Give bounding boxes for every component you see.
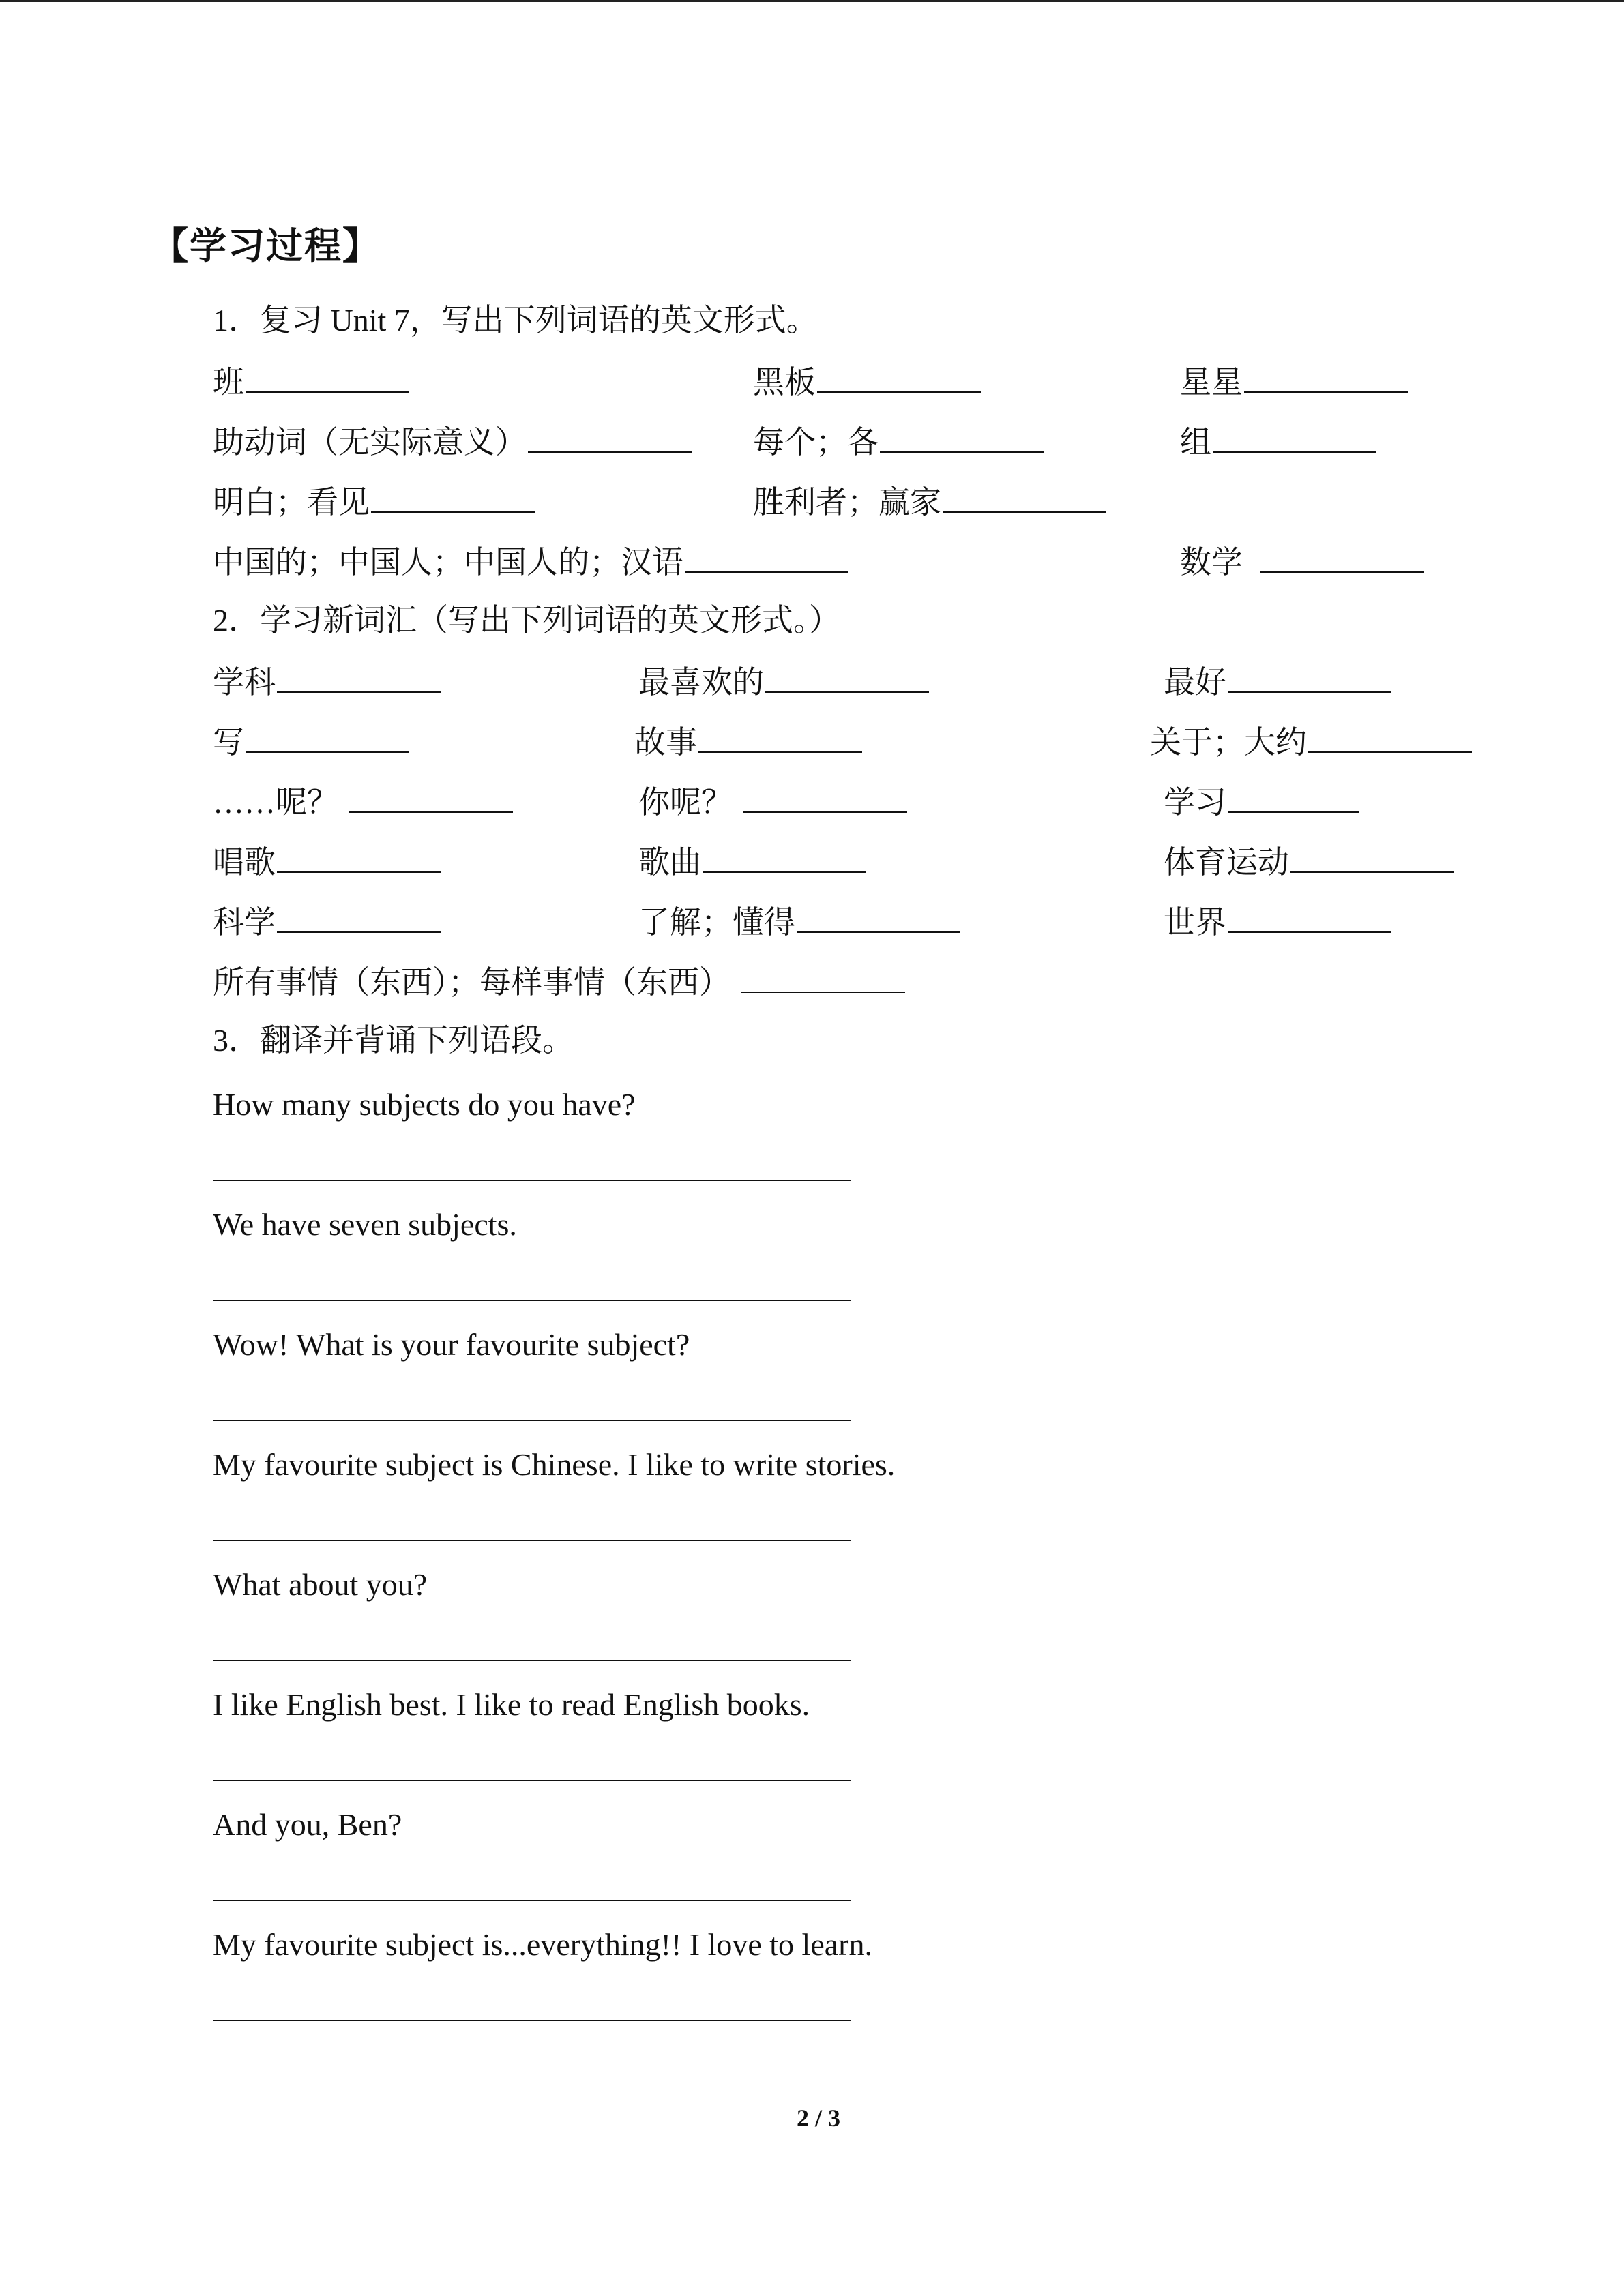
vocab-label: 数学 — [1180, 545, 1243, 580]
sentence-prompt: I like English best. I like to read English books. — [213, 1687, 810, 1722]
answer-blank[interactable] — [528, 420, 692, 453]
vocab-label: 每个；各 — [753, 425, 879, 460]
section-heading: 【学习过程】 — [151, 226, 381, 267]
answer-blank[interactable] — [685, 540, 848, 573]
vocab-item — [1180, 360, 1408, 403]
section3-title: 3．翻译并背诵下列语段。 — [213, 1023, 574, 1058]
vocab-label: 了解；懂得 — [638, 905, 795, 940]
vocab-item — [213, 540, 848, 583]
answer-blank[interactable] — [943, 480, 1106, 513]
vocab-label: 组 — [1180, 425, 1211, 460]
answer-blank[interactable] — [1228, 660, 1391, 693]
page-top-border — [0, 0, 1624, 2]
vocab-label: 你呢？ — [638, 785, 733, 820]
vocab-item — [638, 900, 960, 943]
vocab-item — [213, 360, 409, 403]
vocab-item — [213, 840, 441, 883]
vocab-label: 黑板 — [753, 365, 816, 400]
vocab-label: 科学 — [213, 905, 276, 940]
vocab-item — [1150, 720, 1472, 763]
answer-blank[interactable] — [1290, 840, 1454, 873]
answer-blank[interactable] — [880, 420, 1044, 453]
vocab-item — [753, 420, 1044, 463]
vocab-label: 中国的；中国人；中国人的；汉语 — [213, 545, 683, 580]
vocab-item — [1164, 840, 1454, 883]
answer-blank[interactable] — [277, 840, 441, 873]
vocab-item — [638, 780, 907, 823]
vocab-item — [1180, 540, 1424, 583]
vocab-label: 胜利者；赢家 — [753, 485, 941, 520]
vocab-label: 学科 — [213, 665, 276, 700]
vocab-item — [638, 660, 929, 703]
vocab-label: 所有事情（东西）；每样事情（东西） — [213, 965, 730, 1000]
translation-answer-line[interactable] — [213, 1900, 851, 1901]
answer-blank[interactable] — [371, 480, 535, 513]
vocab-label: 体育运动 — [1164, 845, 1289, 880]
vocab-label: 关于；大约 — [1150, 725, 1307, 760]
answer-blank[interactable] — [765, 660, 929, 693]
vocab-label: 明白；看见 — [213, 485, 370, 520]
vocab-item — [213, 780, 513, 823]
answer-blank[interactable] — [246, 360, 409, 393]
answer-blank[interactable] — [1228, 780, 1359, 813]
vocab-label: 写 — [213, 725, 244, 760]
vocab-label: 最喜欢的 — [638, 665, 764, 700]
vocab-label: 最好 — [1164, 665, 1226, 700]
vocab-item — [1164, 660, 1391, 703]
vocab-label: 世界 — [1164, 905, 1226, 940]
vocab-label: 助动词（无实际意义） — [213, 425, 527, 460]
answer-blank[interactable] — [1213, 420, 1376, 453]
sentence-prompt: How many subjects do you have? — [213, 1087, 636, 1122]
section1-title: 1．复习 Unit 7，写出下列词语的英文形式。 — [213, 303, 818, 338]
answer-blank[interactable] — [741, 960, 905, 993]
translation-answer-line[interactable] — [213, 1300, 851, 1301]
translation-answer-line[interactable] — [213, 1660, 851, 1661]
answer-blank[interactable] — [698, 720, 862, 753]
answer-blank[interactable] — [797, 900, 960, 933]
vocab-item — [213, 960, 905, 1003]
answer-blank[interactable] — [1228, 900, 1391, 933]
vocab-item — [1164, 900, 1391, 943]
translation-answer-line[interactable] — [213, 1420, 851, 1421]
vocab-label: 唱歌 — [213, 845, 276, 880]
vocab-item — [638, 840, 866, 883]
sentence-prompt: And you, Ben? — [213, 1807, 402, 1842]
vocab-item — [753, 360, 981, 403]
vocab-item — [213, 480, 535, 523]
translation-answer-line[interactable] — [213, 2020, 851, 2021]
answer-blank[interactable] — [349, 780, 513, 813]
page-number: 2 / 3 — [797, 2104, 841, 2132]
sentence-prompt: My favourite subject is...everything!! I love to learn. — [213, 1927, 872, 1962]
vocab-label: 歌曲 — [638, 845, 701, 880]
sentence-prompt: We have seven subjects. — [213, 1207, 517, 1242]
vocab-item — [753, 480, 1106, 523]
translation-answer-line[interactable] — [213, 1180, 851, 1181]
vocab-item — [634, 720, 862, 763]
answer-blank[interactable] — [277, 900, 441, 933]
answer-blank[interactable] — [817, 360, 981, 393]
sentence-prompt: My favourite subject is Chinese. I like to write stories. — [213, 1447, 896, 1482]
answer-blank[interactable] — [277, 660, 441, 693]
answer-blank[interactable] — [743, 780, 907, 813]
sentence-prompt: Wow! What is your favourite subject? — [213, 1327, 690, 1362]
answer-blank[interactable] — [1308, 720, 1472, 753]
translation-answer-line[interactable] — [213, 1780, 851, 1781]
answer-blank[interactable] — [1244, 360, 1408, 393]
answer-blank[interactable] — [1260, 540, 1424, 573]
vocab-label: ……呢？ — [213, 785, 338, 820]
sentence-prompt: What about you? — [213, 1567, 428, 1602]
vocab-item — [213, 720, 409, 763]
vocab-item — [1164, 780, 1359, 823]
vocab-label: 班 — [213, 365, 244, 400]
vocab-item — [1180, 420, 1376, 463]
vocab-label: 星星 — [1180, 365, 1243, 400]
vocab-item — [213, 660, 441, 703]
answer-blank[interactable] — [246, 720, 409, 753]
answer-blank[interactable] — [703, 840, 866, 873]
translation-answer-line[interactable] — [213, 1540, 851, 1541]
vocab-label: 学习 — [1164, 785, 1226, 820]
vocab-label: 故事 — [634, 725, 697, 760]
section2-title: 2．学习新词汇（写出下列词语的英文形式。） — [213, 603, 840, 638]
vocab-item — [213, 900, 441, 943]
vocab-item — [213, 420, 692, 463]
